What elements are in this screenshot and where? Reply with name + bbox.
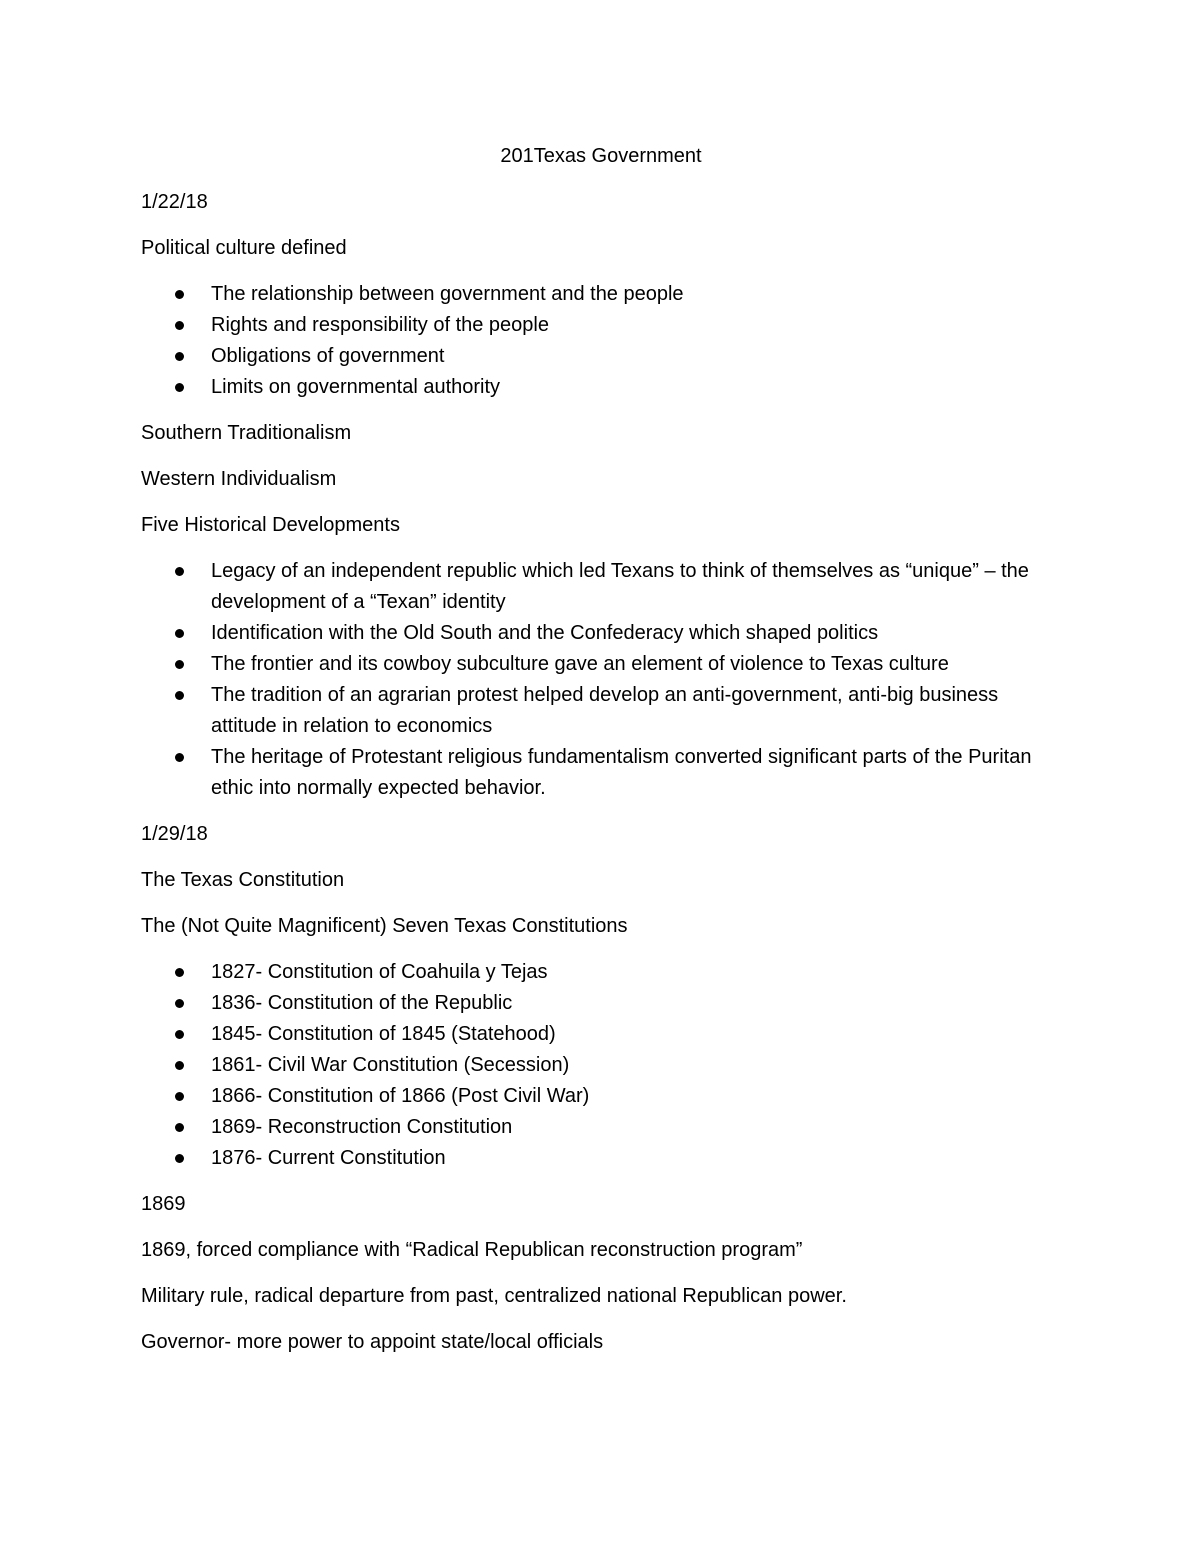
bullet-list bbox=[141, 279, 1061, 403]
paragraph: Military rule, radical departure from past, centralized national Republican power. bbox=[141, 1285, 847, 1307]
paragraph: Five Historical Developments bbox=[141, 514, 400, 536]
list-item bbox=[141, 1143, 1061, 1174]
bullet-icon bbox=[175, 321, 184, 330]
paragraph: 1/29/18 bbox=[141, 823, 208, 845]
list-item-text: 1866- Constitution of 1866 (Post Civil War) bbox=[211, 1085, 590, 1107]
list-item-text: 1876- Current Constitution bbox=[211, 1147, 446, 1169]
list-item-text: The frontier and its cowboy subculture gave an element of violence to Texas culture bbox=[211, 653, 949, 675]
list-item-text: 1827- Constitution of Coahuila y Tejas bbox=[211, 961, 548, 983]
paragraph: Governor- more power to appoint state/local officials bbox=[141, 1331, 604, 1353]
bullet-list bbox=[141, 556, 1061, 804]
list-item-text: Obligations of government bbox=[211, 345, 445, 367]
list-item-text: Rights and responsibility of the people bbox=[211, 314, 549, 336]
bullet-icon bbox=[175, 290, 184, 299]
list-item bbox=[141, 1050, 1061, 1081]
document-title: 201Texas Government bbox=[500, 145, 702, 167]
list-item bbox=[141, 279, 1061, 310]
paragraph: Political culture defined bbox=[141, 237, 347, 259]
bullet-icon bbox=[175, 1154, 184, 1163]
list-item bbox=[141, 618, 1061, 649]
list-item bbox=[141, 1019, 1061, 1050]
bullet-icon bbox=[175, 968, 184, 977]
bullet-icon bbox=[175, 1092, 184, 1101]
bullet-icon bbox=[175, 691, 184, 700]
bullet-list bbox=[141, 957, 1061, 1174]
list-item-text: The tradition of an agrarian protest helped develop an anti-government, anti-big business attitude in relation to economics bbox=[211, 684, 999, 737]
list-item bbox=[141, 988, 1061, 1019]
bullet-icon bbox=[175, 1123, 184, 1132]
list-item bbox=[141, 556, 1061, 618]
bullet-icon bbox=[175, 629, 184, 638]
list-item-text: The heritage of Protestant religious fundamentalism converted significant parts of the Puritan ethic into normally expected behavior. bbox=[211, 746, 1032, 799]
document-body bbox=[141, 141, 1061, 1373]
bullet-icon bbox=[175, 383, 184, 392]
list-item bbox=[141, 649, 1061, 680]
list-item-text: Identification with the Old South and the Confederacy which shaped politics bbox=[211, 622, 879, 644]
paragraph: Western Individualism bbox=[141, 468, 337, 490]
bullet-icon bbox=[175, 753, 184, 762]
paragraph: Southern Traditionalism bbox=[141, 422, 352, 444]
bullet-icon bbox=[175, 1030, 184, 1039]
paragraph: 1869 bbox=[141, 1193, 186, 1215]
bullet-icon bbox=[175, 567, 184, 576]
list-item-text: 1861- Civil War Constitution (Secession) bbox=[211, 1054, 570, 1076]
list-item bbox=[141, 742, 1061, 804]
bullet-icon bbox=[175, 352, 184, 361]
paragraph: The (Not Quite Magnificent) Seven Texas Constitutions bbox=[141, 915, 628, 937]
list-item bbox=[141, 1081, 1061, 1112]
bullet-icon bbox=[175, 660, 184, 669]
list-item-text: 1836- Constitution of the Republic bbox=[211, 992, 513, 1014]
list-item bbox=[141, 680, 1061, 742]
list-item bbox=[141, 341, 1061, 372]
paragraph: The Texas Constitution bbox=[141, 869, 345, 891]
list-item bbox=[141, 310, 1061, 341]
paragraph: 1869, forced compliance with “Radical Republican reconstruction program” bbox=[141, 1239, 803, 1261]
list-item-text: Limits on governmental authority bbox=[211, 376, 501, 398]
list-item bbox=[141, 1112, 1061, 1143]
bullet-icon bbox=[175, 999, 184, 1008]
paragraph: 1/22/18 bbox=[141, 191, 208, 213]
list-item-text: 1869- Reconstruction Constitution bbox=[211, 1116, 513, 1138]
list-item bbox=[141, 957, 1061, 988]
list-item-text: 1845- Constitution of 1845 (Statehood) bbox=[211, 1023, 556, 1045]
list-item-text: Legacy of an independent republic which led Texans to think of themselves as “unique” – the development of a “Texan” identity bbox=[211, 560, 1029, 613]
list-item bbox=[141, 372, 1061, 403]
list-item-text: The relationship between government and the people bbox=[211, 283, 684, 305]
bullet-icon bbox=[175, 1061, 184, 1070]
